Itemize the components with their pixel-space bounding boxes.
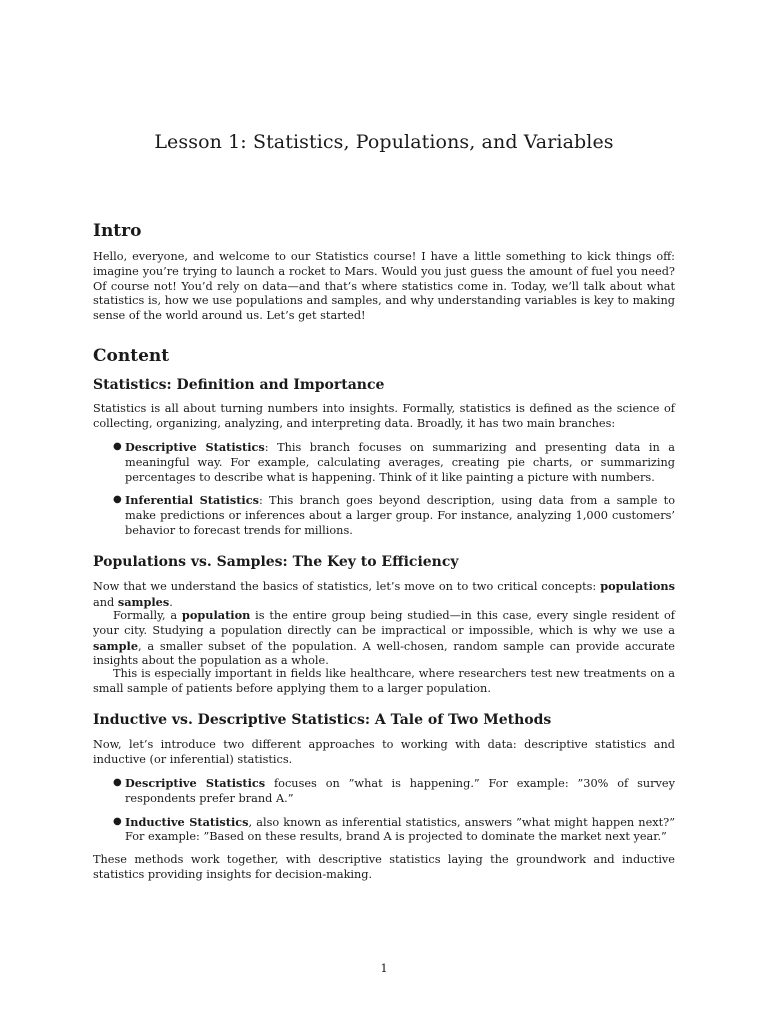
list-item-term: Inductive Statistics (125, 814, 249, 829)
list-item (93, 815, 675, 846)
bullet-icon: ● (113, 441, 122, 452)
page-title: Lesson 1: Statistics, Populations, and Variables (154, 131, 614, 153)
methods-list (93, 776, 675, 853)
statistics-paragraph: Statistics is all about turning numbers into insights. Formally, statistics is defined as the science of collecting, organizing, analyzing, and interpreting data. Broadly, it has two main branches: (93, 402, 675, 430)
intro-paragraph: Hello, everyone, and welcome to our Statistics course! I have a little something to kick things off: imagine you’re trying to launch a rocket to Mars. Would you just guess the amount of fuel you need? Of course not! You’d rely on data—and that’s where statistics come in. Today, we’ll talk about what statistics is, how we use populations and samples, and why understanding variables is key to making sense of the world around us. Let’s get started! (93, 250, 675, 323)
page-number: 1 (380, 961, 388, 975)
list-item (93, 493, 675, 538)
populations-paragraph-1: Now that we understand the basics of statistics, let’s move on to two critical concepts: populations and samples. (93, 579, 675, 609)
section-heading-populations: Populations vs. Samples: The Key to Efficiency (93, 554, 459, 570)
populations-paragraph-3: This is especially important in fields like healthcare, where researchers test new treatments on a small sample of patients before applying them to a larger population. (93, 667, 675, 695)
list-item-text: , also known as inferential statistics, answers ”what might happen next?” For example: ”Based on these results, brand A is projected to dominate the market next year.” (125, 815, 675, 844)
list-item (93, 440, 675, 485)
populations-paragraph-2: Formally, a population is the entire group being studied—in this case, every single resident of your city. Studying a population directly can be impractical or impossible, which is why we use a sample, a smaller subset of the population. A well-chosen, random sample can provide accurate insights about the population as a whole. (93, 608, 675, 668)
list-item (93, 776, 675, 807)
section-heading-statistics: Statistics: Definition and Importance (93, 377, 385, 393)
list-item-term: Inferential Statistics (125, 493, 259, 508)
intro-heading: Intro (93, 221, 142, 241)
branches-list (93, 440, 675, 547)
list-item-text: : This branch focuses on summarizing and presenting data in a meaningful way. For example, calculating averages, creating pie charts, or summarizing percentages to describe what is happening. Think of it like painting a picture with numbers. (125, 441, 676, 484)
list-item-term: Descriptive Statistics (125, 440, 265, 454)
bullet-icon: ● (113, 777, 122, 788)
list-item-term: Descriptive Statistics (125, 776, 266, 790)
list-item-text: : This branch goes beyond description, using data from a sample to make predictions or inferences about a larger group. For instance, analyzing 1,000 customers’ behavior to forecast trends for millions. (125, 494, 676, 537)
bullet-icon: ● (113, 815, 122, 827)
section-heading-inductive: Inductive vs. Descriptive Statistics: A Tale of Two Methods (93, 712, 552, 728)
closing-paragraph: These methods work together, with descriptive statistics laying the groundwork and inductive statistics providing insights for decision-making. (93, 853, 675, 881)
bullet-icon: ● (113, 494, 122, 506)
inductive-paragraph: Now, let’s introduce two different approaches to working with data: descriptive statistics and inductive (or inferential) statistics. (93, 738, 675, 766)
content-heading: Content (93, 346, 170, 366)
list-item-text: focuses on ”what is happening.” For example: ”30% of survey respondents prefer brand A.” (125, 777, 675, 805)
